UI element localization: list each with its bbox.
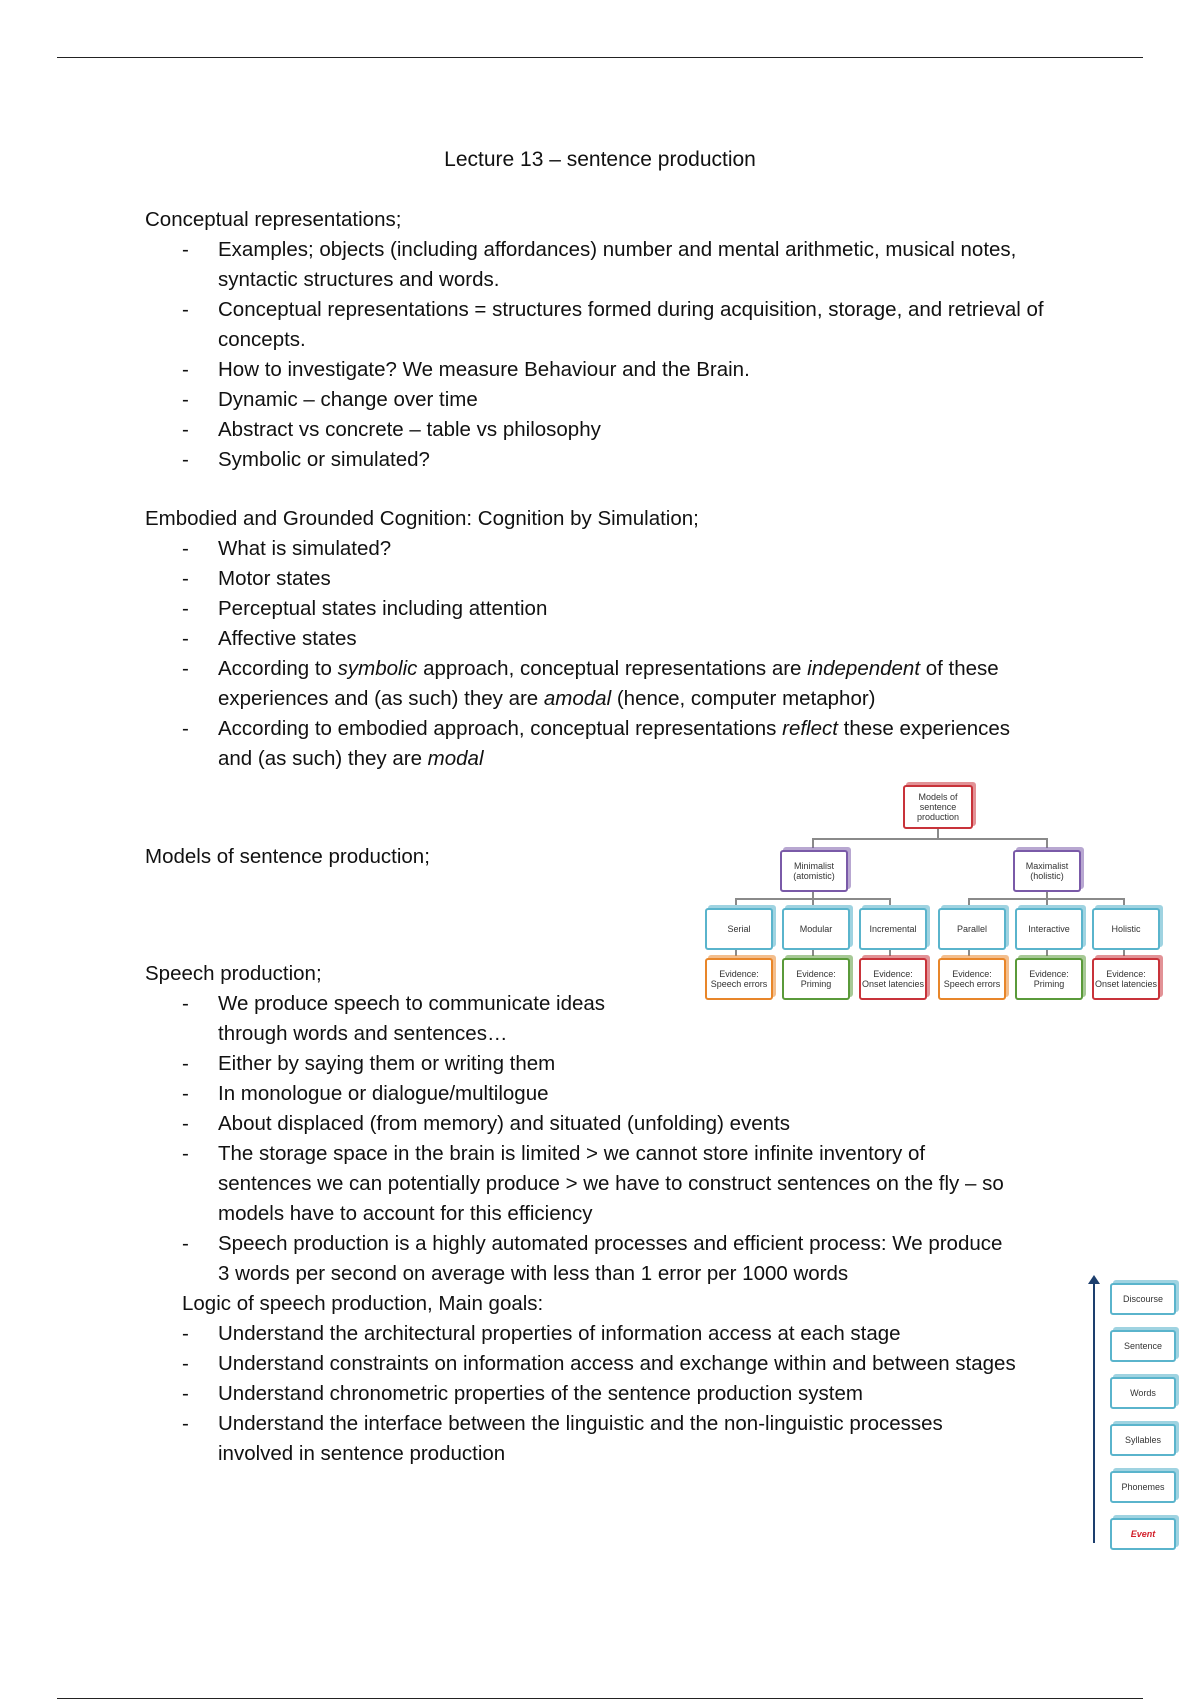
tree-leaf: Parallel: [938, 908, 1006, 950]
list-item: - Abstract vs concrete – table vs philosophy: [218, 415, 1045, 445]
embodied-heading: Embodied and Grounded Cognition: Cognition by Simulation;: [145, 507, 699, 530]
tree-leaf: Modular: [782, 908, 850, 950]
tree-evidence: Evidence: Priming: [1015, 958, 1083, 1000]
tree-evidence: Evidence: Priming: [782, 958, 850, 1000]
logic-heading: Logic of speech production, Main goals:: [182, 1292, 544, 1315]
tree-leaf: Holistic: [1092, 908, 1160, 950]
level-box: Words: [1110, 1377, 1176, 1409]
tree-leaf: Incremental: [859, 908, 927, 950]
level-box: Phonemes: [1110, 1471, 1176, 1503]
list-item: - Perceptual states including attention: [218, 594, 1045, 624]
top-rule: [57, 57, 1143, 58]
tree-leaf: Serial: [705, 908, 773, 950]
list-item: - Dynamic – change over time: [218, 385, 1045, 415]
list-item: - Motor states: [218, 564, 1045, 594]
level-box: Discourse: [1110, 1283, 1176, 1315]
list-item: - Conceptual representations = structures formed during acquisition, storage, and retrieval of concepts.: [218, 295, 1045, 355]
speech-heading: Speech production;: [145, 962, 322, 985]
list-item: - Speech production is a highly automated processes and efficient process: We produce 3 words per second on average with less than 1 error per 1000 words: [218, 1229, 1018, 1289]
list-item: - Understand the architectural properties of information access at each stage: [218, 1319, 1018, 1349]
page-title: Lecture 13 – sentence production: [444, 148, 756, 171]
list-item: - Either by saying them or writing them: [218, 1049, 1045, 1079]
list-item: - About displaced (from memory) and situated (unfolding) events: [218, 1109, 1045, 1139]
list-item: - What is simulated?: [218, 534, 1045, 564]
tree-evidence: Evidence: Speech errors: [705, 958, 773, 1000]
production-levels-diagram: [1085, 1275, 1175, 1555]
list-item: - The storage space in the brain is limited > we cannot store infinite inventory of sentences we can potentially produce > we have to construct sentences on the fly – so models have to account for this efficiency: [218, 1139, 1018, 1229]
tree-leaf: Interactive: [1015, 908, 1083, 950]
tree-evidence: Evidence: Onset latencies: [1092, 958, 1160, 1000]
speech-list: [145, 989, 1045, 1289]
bottom-rule: [57, 1698, 1143, 1699]
embodied-list: [145, 534, 1045, 774]
models-tree-diagram: [700, 780, 1170, 1020]
conceptual-list: [145, 235, 1045, 475]
tree-root: Models of sentence production: [903, 785, 973, 829]
conceptual-heading: Conceptual representations;: [145, 208, 402, 231]
list-item-symbolic: - According to symbolic approach, conceptual representations are independent of these experiences and (as such) they are amodal (hence, computer metaphor): [218, 654, 1045, 714]
list-item: - In monologue or dialogue/multilogue: [218, 1079, 1045, 1109]
tree-branch-maximalist: Maximalist (holistic): [1013, 850, 1081, 892]
list-item: - Affective states: [218, 624, 1045, 654]
tree-evidence: Evidence: Speech errors: [938, 958, 1006, 1000]
list-item: - Examples; objects (including affordances) number and mental arithmetic, musical notes, syntactic structures and words.: [218, 235, 1045, 295]
list-item: - We produce speech to communicate ideas through words and sentences…: [218, 989, 658, 1049]
list-item: - Symbolic or simulated?: [218, 445, 1045, 475]
list-item: - How to investigate? We measure Behaviour and the Brain.: [218, 355, 1045, 385]
list-item: - Understand constraints on information access and exchange within and between stages: [218, 1349, 1018, 1379]
tree-evidence: Evidence: Onset latencies: [859, 958, 927, 1000]
models-heading: Models of sentence production;: [145, 845, 430, 868]
list-item-embodied: - According to embodied approach, conceptual representations reflect these experiences and (as such) they are modal: [218, 714, 1045, 774]
level-box: Sentence: [1110, 1330, 1176, 1362]
goals-list: [145, 1319, 1045, 1469]
list-item: - Understand chronometric properties of the sentence production system: [218, 1379, 1018, 1409]
tree-branch-minimalist: Minimalist (atomistic): [780, 850, 848, 892]
level-box: Syllables: [1110, 1424, 1176, 1456]
level-box-event: Event: [1110, 1518, 1176, 1550]
list-item: - Understand the interface between the linguistic and the non-linguistic processes involved in sentence production: [218, 1409, 1018, 1469]
